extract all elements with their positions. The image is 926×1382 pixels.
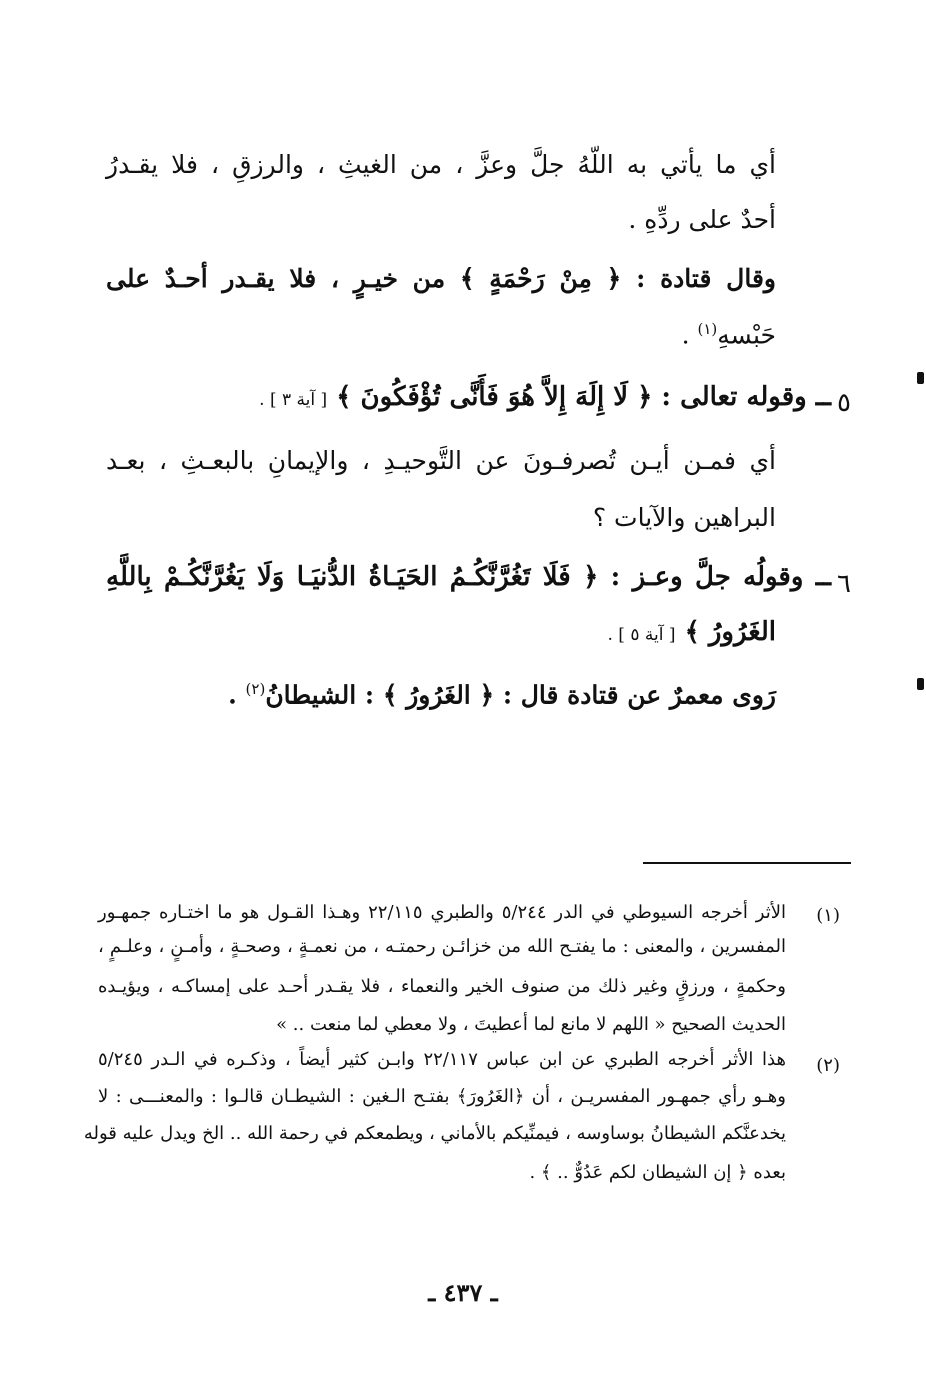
footnote-2-line-3: يخدعنَّكم الشيطانُ بوساوسه ، فيمنِّيكم بالأماني ، ويطمعكم في رحمة الله .. الخ ويدل عليه قوله <box>83 1123 786 1144</box>
footnote-1-line-2: المفسرين ، والمعنى : ما يفتـح الله من خزائـن رحمتـه ، من نعمـةٍ ، وصحـةٍ ، وأمـنٍ ، وعلـمٍ ، <box>98 936 786 957</box>
margin-mark-bottom <box>917 678 924 690</box>
item-6-text-2: الغَرُورُ ﴾ <box>684 617 776 647</box>
item-5-line <box>259 382 831 413</box>
footnote-divider <box>643 862 851 864</box>
item-5-verse-ref: [ آية ٣ ] . <box>259 390 328 410</box>
body-line-1: أي ما يأتي به اللّهُ جلَّ وعزَّ ، من الغيثِ ، والرزقِ ، فلا يقـدرُ <box>106 150 776 179</box>
footnote-2-line-1: هذا الأثر أخرجه الطبري عن ابن عباس ٢٢/١١٧ وابـن كثير أيضاً ، وذكـره في الـدر ٥/٢٤٥ <box>98 1049 786 1070</box>
footnote-2-line-4: بعده ﴿ إن الشيطان لكم عَدُوٌّ .. ﴾ . <box>529 1162 786 1183</box>
footnote-1-number: (١) <box>816 905 840 926</box>
footnote-1-line-3: وحكمةٍ ، ورزقٍ وغير ذلك من صنوف الخير والنعماء ، فلا يقـدر أحـد على إمساكـه ، ويؤيـده <box>98 976 786 997</box>
item-5-number: ٥ <box>837 388 851 418</box>
body-line-7: البراهين والآيات ؟ <box>592 503 776 532</box>
footnote-1-line-1: الأثر أخرجه السيوطي في الدر ٥/٢٤٤ والطبري ٢٢/١١٥ وهـذا القـول هو ما اختـاره جمهـور <box>98 902 786 923</box>
item-5-text: ــ وقوله تعالى : ﴿ لَا إِلَهَ إِلاَّ هُوَ فَأَنَّى تُؤْفَكُونَ ﴾ <box>336 382 831 412</box>
body-line-4-text: حَبْسهِ <box>717 320 776 350</box>
body-line-8 <box>228 680 776 710</box>
item-6-line-2 <box>608 617 777 648</box>
body-line-4-end: . <box>681 320 698 350</box>
body-line-3: وقال قتادة : ﴿ مِنْ رَحْمَةٍ ﴾ من خيـرٍ ، فلا يقـدر أحـدٌ على <box>106 264 776 293</box>
body-line-2: أحدٌ على ردِّهِ . <box>628 205 776 234</box>
page-number: ـ ٤٣٧ ـ <box>428 1278 498 1307</box>
footnote-2-line-2: وهـو رأي جمهـور المفسريـن ، أن ﴿الغَرُورَ﴾ بفتـح الـغين : الشيطـان قالـوا : والمعنـــى : لا <box>98 1086 786 1107</box>
footnote-ref-2[interactable]: (٢) <box>245 680 266 698</box>
item-6-verse-ref: [ آية ٥ ] . <box>607 625 676 645</box>
item-6-line-1: ــ وقولُه جلَّ وعـز : ﴿ فَلَا تَغُرَّنَّكُـمُ الحَيَـاةُ الدُّنيَـا وَلَا يَغُرَّنَّكُـمْ بِاللَّهِ <box>106 562 831 592</box>
footnote-ref-1[interactable]: (١) <box>697 320 718 338</box>
body-line-6: أي فمـن أيـن تُصرفـونَ عن التَّوحيـدِ ، والإيمانِ بالبعـثِ ، بعـد <box>106 446 776 475</box>
footnote-1-line-4: الحديث الصحيح « اللهم لا مانع لما أعطيتَ ، ولا معطي لما منعت .. » <box>276 1014 786 1035</box>
body-line-8-text: رَوى معمرٌ عن قتادة قال : ﴿ الغَرُورُ ﴾ : الشيطانُ <box>265 680 776 710</box>
body-line-8-end: . <box>228 680 246 710</box>
item-6-number: ٦ <box>837 569 851 599</box>
body-line-4 <box>682 320 776 350</box>
footnote-2-number: (٢) <box>816 1055 840 1076</box>
margin-mark-top <box>917 372 924 384</box>
